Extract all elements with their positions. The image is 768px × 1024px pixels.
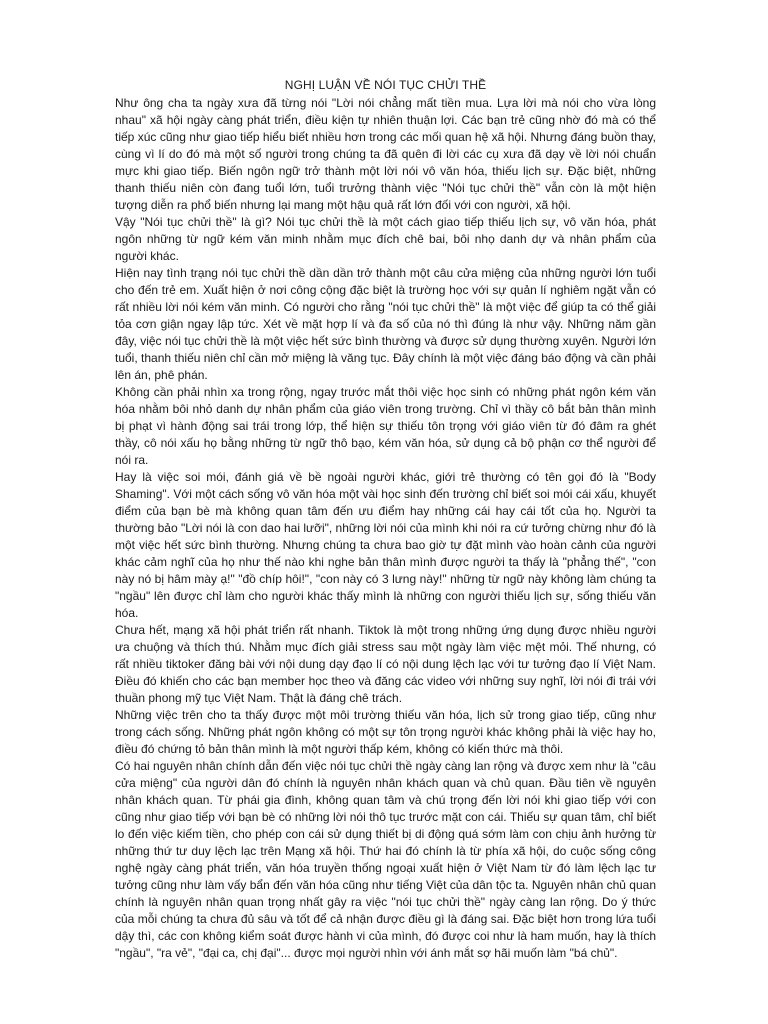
paragraph-5: Hay là việc soi mói, đánh giá về bề ngoài người khác, giới trẻ thường có tên gọi đó là "Body Shaming". Với một cách sống vô văn hóa một vài học sinh đến trường chỉ biết soi mói cái xấu, khuyết điểm của bạn bè mà không quan tâm đến ưu điểm hay những cái hay cái tốt của họ. Người ta thường bảo "Lời nói là con dao hai lưỡi", những lời nói của mình khi nói ra cứ tưởng chừng như đó là một việc hết sức bình thường. Nhưng chúng ta chưa bao giờ tự đặt mình vào hoàn cảnh của người khác cảm nghĩ của họ như thế nào khi nghe bản thân mình được người ta thấy là "phẳng thế", "con này nó bị hâm mày ạ!" "đồ chíp hôi!", "con này có 3 lưng này!" những từ ngữ này không làm chúng ta "ngầu" lên được chỉ làm cho người khác thấy mình là những con người thiếu lịch sự, sống thiếu văn hóa.	[115, 470, 656, 620]
paragraph-6: Chưa hết, mạng xã hội phát triển rất nhanh. Tiktok là một trong những ứng dụng được nhiều người ưa chuộng và thích thú. Nhằm mục đích giải stress sau một ngày làm việc mệt mỏi. Thế nhưng, có rất nhiều tiktoker đăng bài với nội dung dạy đạo lí có nội dung lệch lạc với tư tưởng đạo lí Việt Nam. Điều đó khiến cho các bạn member học theo và đăng các video với những suy nghĩ, lời nói đi trái với thuần phong mỹ tục Việt Nam. Thật là đáng chê trách.	[115, 623, 656, 705]
paragraph-4: Không cần phải nhìn xa trong rộng, ngay trước mắt thôi việc học sinh có những phát ngôn kém văn hóa nhằm bôi nhỏ danh dự nhân phẩm của giáo viên trong trường. Chỉ vì thầy cô bắt bản thân mình bị phạt vì hành động sai trái trong lớp, thể hiện sự thiếu tôn trọng với giáo viên từ đó đâm ra ghét thầy, cô nói xấu họ bằng những từ ngữ thô bạo, kém văn hóa, sử dụng cả bộ phận cơ thể người để nói ra.	[115, 385, 656, 467]
document-title: NGHỊ LUẬN VỀ NÓI TỤC CHỬI THỀ	[284, 78, 487, 92]
paragraph-2: Vậy "Nói tục chửi thề" là gì? Nói tục chửi thề là một cách giao tiếp thiếu lịch sự, vô văn hóa, phát ngôn những từ ngữ kém văn minh nhằm mục đích chê bai, bôi nhọ danh dự và nhân phẩm của người khác.	[115, 215, 656, 263]
paragraph-7: Những việc trên cho ta thấy được một môi trường thiếu văn hóa, lịch sử trong giao tiếp, cũng như trong cách sống. Những phát ngôn không có một sự tôn trọng người khác không phải là việc hay ho, điều đó chứng tỏ bản thân mình là một người thấp kém, không có kiến thức mà thôi.	[115, 708, 656, 756]
paragraph-3: Hiện nay tình trạng nói tục chửi thề dần dần trở thành một câu cửa miệng của những người lớn tuổi cho đến trẻ em. Xuất hiện ở nơi công cộng đặc biệt là trường học với sự quản lí nghiêm ngặt vẫn có rất nhiều lời nói kém văn minh. Có người cho rằng "nói tục chửi thề" là một việc để giúp ta có thể giải tỏa cơn giận ngay lập tức. Xét về mặt hợp lí và đa số của nó thì đúng là như vậy. Những năm gần đây, việc nói tục chửi thề là một việc hết sức bình thường và được sử dụng thường xuyên. Người lớn tuổi, thanh thiếu niên chỉ cần mở miệng là văng tục. Đây chính là một việc đáng báo động và cần phải lên án, phê phán.	[115, 266, 656, 382]
paragraph-8: Có hai nguyên nhân chính dẫn đến việc nói tục chửi thề ngày càng lan rộng và được xem như là "câu cửa miệng" của người dân đó chính là nguyên nhân khách quan và chủ quan. Đầu tiên về nguyên nhân khách quan. Từ phái gia đình, không quan tâm và chú trọng đến lời nói khi giao tiếp với con cũng như giao tiếp với bạn bè có những lời nói thô tục trước mặt con cái. Thiếu sự quan tâm, chỉ biết lo đến việc kiếm tiền, cho phép con cái sử dụng thiết bị di động quá sớm làm con chịu ảnh hưởng từ những thứ tư duy lệch lạc trên Mạng xã hội. Thứ hai đó chính là từ phía xã hội, do cuộc sống công nghệ ngày càng phát triển, văn hóa truyền thống ngoại xuất hiện ở Việt Nam từ đó làm lệch lạc tư tưởng cũng như làm vấy bẩn đến văn hóa cũng như tiếng Việt của dân tộc ta. Nguyên nhân chủ quan chính là nguyên nhân quan trọng nhất gây ra việc "nói tục chửi thề" ngày càng lan rộng. Do ý thức của mỗi chúng ta chưa đủ sâu và tốt để cả nhận được điều gì là đáng sai. Đặc biệt hơn trong lứa tuổi dậy thì, các con không kiểm soát được hành vi của mình, đó được coi như là ham muốn, hay là thích "ngầu", "ra vẻ", "đại ca, chị đại"... được mọi người nhìn với ánh mắt sợ hãi muốn làm "bá chủ".	[115, 759, 656, 960]
paragraph-1: Như ông cha ta ngày xưa đã từng nói "Lời nói chẳng mất tiền mua. Lựa lời mà nói cho vừa lòng nhau" xã hội ngày càng phát triển, điều kiện tự nhiên thuận lợi. Các bạn trẻ cũng nhờ đó mà có thể tiếp xúc cũng như giao tiếp hiểu biết nhiều hơn trong các mối quan hệ xã hội. Nhưng đáng buồn thay, cùng vì lí do đó mà một số người trong chúng ta đã quên đi lời các cụ xưa đã dạy về lời nói chuẩn mực khi giao tiếp. Biến ngôn ngữ trở thành một lời nói vô văn hóa, thiếu lịch sự. Đặc biệt, những thanh thiếu niên còn đang tuổi lớn, tuổi trưởng thành việc "Nói tục chửi thề" vẫn còn là một hiện tượng diễn ra phổ biến nhưng lại mang một hậu quả rất lớn đối với con người, xã hội.	[115, 96, 656, 212]
